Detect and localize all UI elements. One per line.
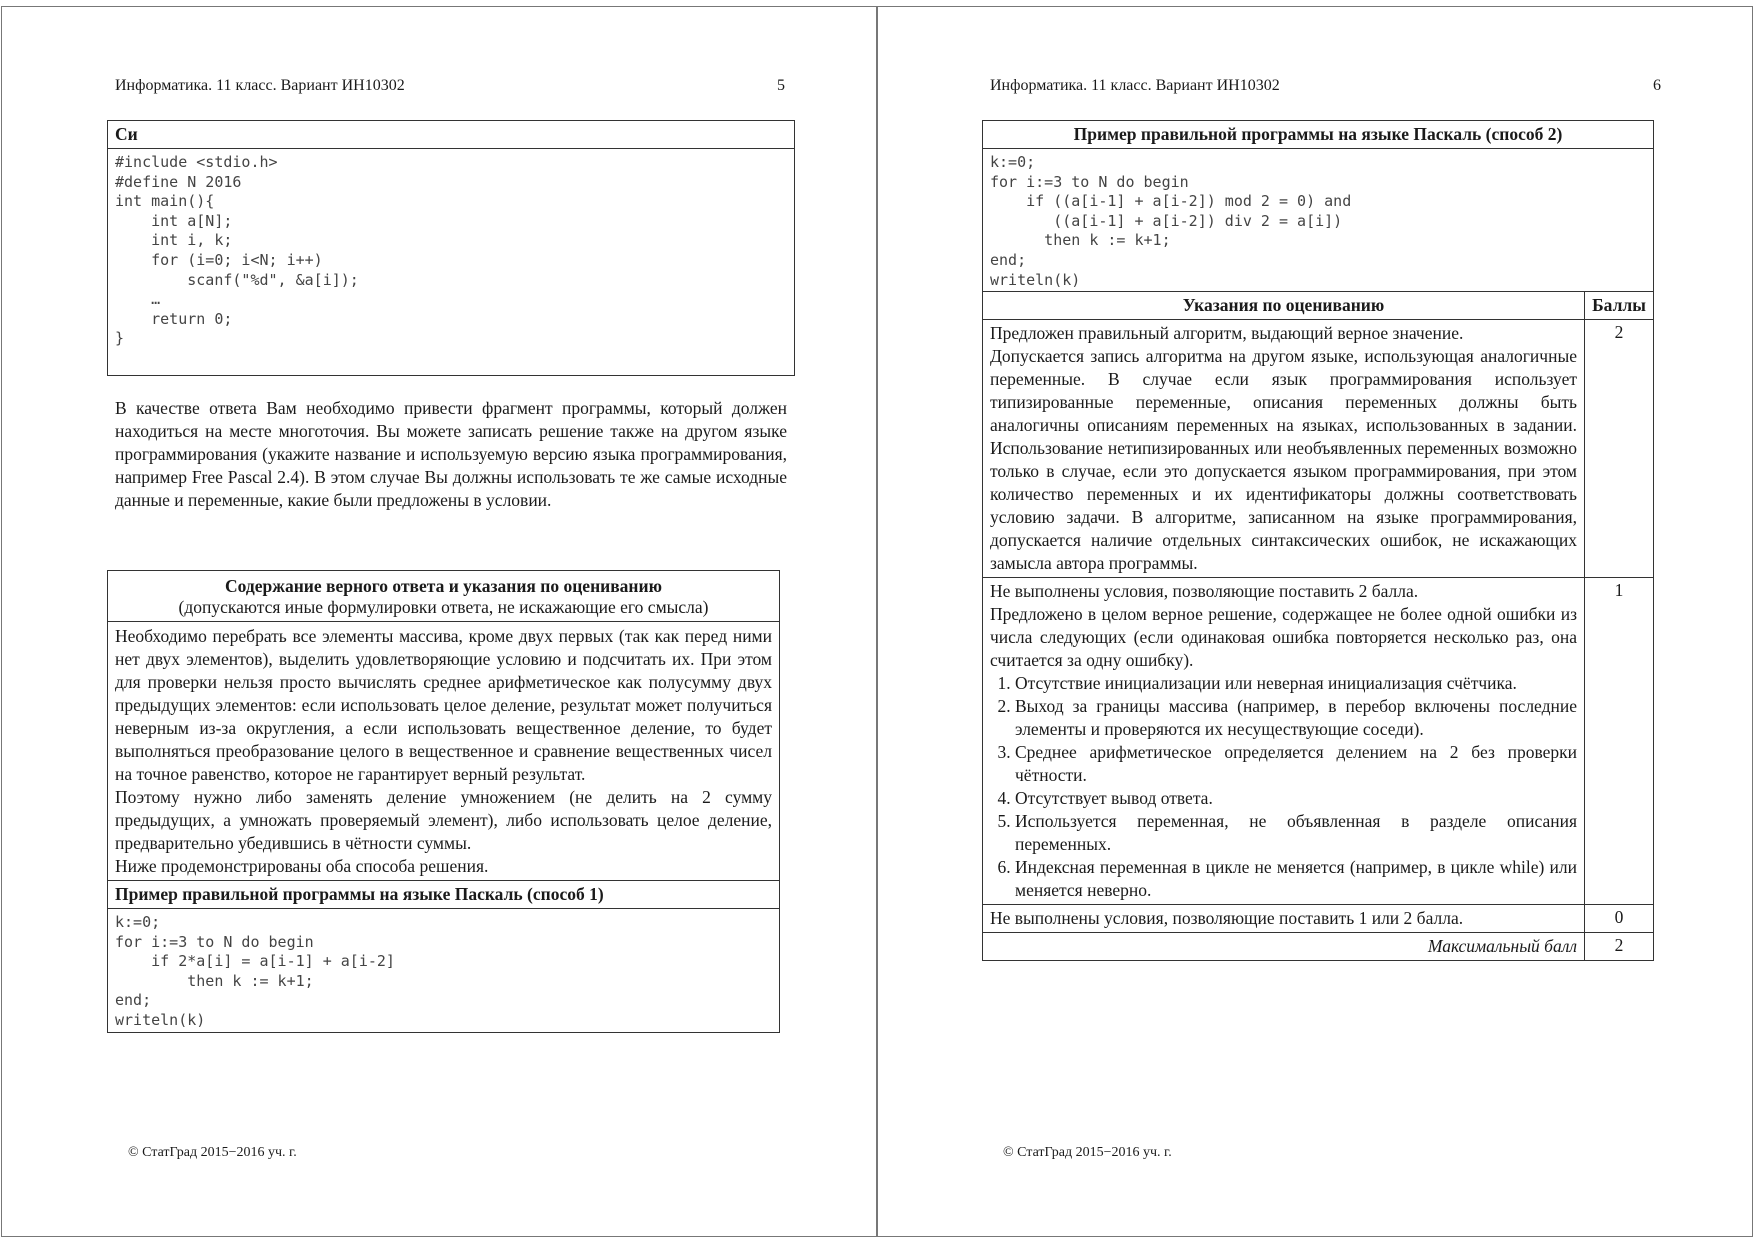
points-value: 2 [1585, 320, 1654, 578]
c-code-table [107, 120, 795, 376]
answer-paragraph: Ниже продемонстрированы оба способа решения. [115, 856, 489, 876]
instruction-text: В качестве ответа Вам необходимо привести фрагмент программы, который должен находиться на месте многоточия. Вы можете записать решение также на другом языке программирования (укажите название и используемую версию языка программирования, например Free Pascal 2.4). В этом случае Вы должны использовать те же самые исходные данные и переменные, какие были предложены в условии. [115, 398, 787, 510]
list-item: 6. Индексная переменная в цикле не меняется (например, в цикле while) или меняется неверно. [1015, 856, 1577, 902]
criteria-text: Не выполнены условия, позволяющие поставить 1 или 2 балла. [983, 905, 1585, 933]
answer-subtitle: (допускаются иные формулировки ответа, не искажающие его смысла) [178, 597, 709, 617]
c-title: Си [108, 121, 795, 149]
page-footer: © СтатГрад 2015−2016 уч. г. [1003, 1145, 1172, 1160]
page-number: 5 [777, 77, 785, 94]
grading-table [982, 120, 1654, 961]
points-header: Баллы [1585, 292, 1654, 320]
answer-title: Содержание верного ответа и указания по оцениванию [225, 576, 662, 596]
page-header: Информатика. 11 класс. Вариант ИН10302 [115, 77, 405, 94]
example2-title: Пример правильной программы на языке Паскаль (способ 2) [983, 121, 1654, 149]
criteria-header: Указания по оцениванию [983, 292, 1585, 320]
left-page [1, 6, 877, 1237]
answer-paragraph: Поэтому нужно либо заменять деление умножением (не делить на 2 сумму предыдущих, а умножать проверяемый элемент), либо использовать целое деление, предварительно убедившись в чётности суммы. [115, 787, 772, 853]
list-item: 5. Используется переменная, не объявленная в разделе описания переменных. [1015, 810, 1577, 856]
points-value: 1 [1585, 578, 1654, 905]
page-header: Информатика. 11 класс. Вариант ИН10302 [990, 77, 1280, 94]
page-footer: © СтатГрад 2015−2016 уч. г. [128, 1145, 297, 1160]
max-score-value: 2 [1585, 933, 1654, 961]
example1-code: k:=0; for i:=3 to N do begin if 2*a[i] = a[i-1] + a[i-2] then k := k+1; end; writeln(k) [115, 913, 395, 1029]
page-number: 6 [1653, 77, 1661, 94]
criteria-text: Допускается запись алгоритма на другом языке, использующая аналогичные переменные. В случае если язык программирования использует типизированные переменные, описания переменных должны быть аналогичны описаниям переменных на языках, использованных в задании. Использование нетипизированных или необъявленных переменных возможно только в случае, если это допускается языком программирования, при этом количество переменных и их идентификаторы должны соответствовать условию задачи. В алгоритме, записанном на языке программирования, допускается наличие отдельных синтаксических ошибок, не искажающих замысла автора программы. [990, 346, 1577, 574]
answer-table [107, 570, 780, 1033]
c-code: #include <stdio.h> #define N 2016 int main(){ int a[N]; int i, k; for (i=0; i<N; i++) scanf("%d", &a[i]); … return 0; } [115, 153, 359, 348]
criteria-text: Предложено в целом верное решение, содержащее не более одной ошибки из числа следующих (если одинаковая ошибка повторяется несколько раз, она считается за одну ошибку). [990, 604, 1577, 671]
criteria-text: Не выполнены условия, позволяющие поставить 2 балла. [990, 581, 1419, 602]
list-item: 1. Отсутствие инициализации или неверная инициализация счётчика. [1015, 672, 1577, 695]
right-page [877, 6, 1753, 1237]
example1-title: Пример правильной программы на языке Паскаль (способ 1) [108, 881, 780, 909]
points-value: 0 [1585, 905, 1654, 933]
list-item: 3. Среднее арифметическое определяется делением на 2 без проверки чётности. [1015, 741, 1577, 787]
example2-code: k:=0; for i:=3 to N do begin if ((a[i-1] + a[i-2]) mod 2 = 0) and ((a[i-1] + a[i-2]) div 2 = a[i]) then k := k+1; end; writeln(k) [990, 153, 1352, 289]
answer-paragraph: Необходимо перебрать все элементы массива, кроме двух первых (так как перед ними нет двух элементов), выделить удовлетворяющие условию и подсчитать их. При этом для проверки нельзя просто вычислять среднее арифметическое как полусумму двух предыдущих элементов: если использовать целое деление, результат может получиться неверным из-за округления, а если использовать вещественное деление, то будет выполняться преобразование целого в вещественное и сравнение вещественных чисел на точное равенство, которое не гарантирует верный результат. [115, 626, 772, 784]
list-item: 4. Отсутствует вывод ответа. [1015, 787, 1577, 810]
max-score-label: Максимальный балл [983, 933, 1585, 961]
error-list [990, 672, 1577, 902]
list-item: 2. Выход за границы массива (например, в перебор включены последние элементы и проверяются их несуществующие соседи). [1015, 695, 1577, 741]
criteria-text: Предложен правильный алгоритм, выдающий верное значение. [990, 323, 1464, 344]
